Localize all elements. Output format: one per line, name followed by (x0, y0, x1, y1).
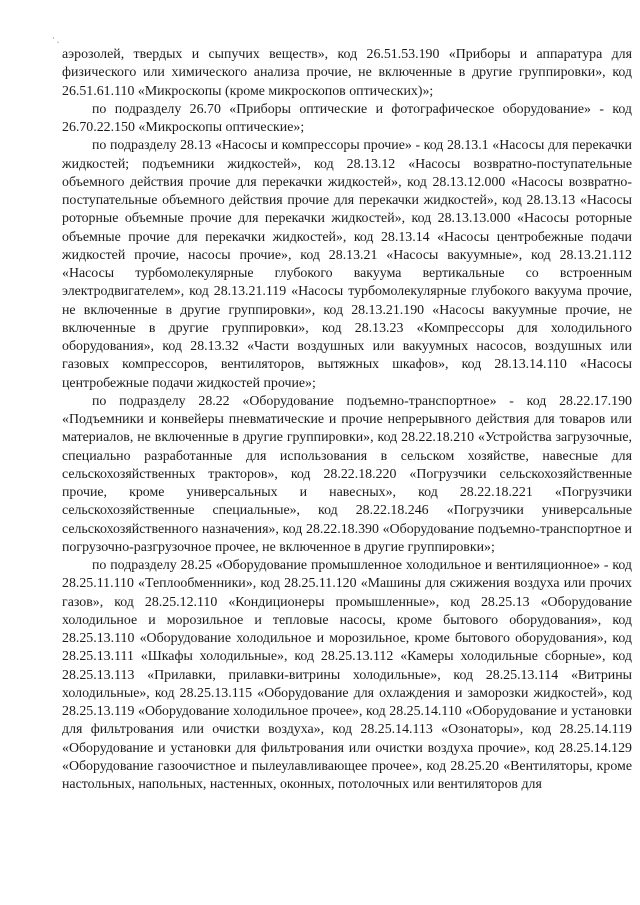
document-body (62, 46, 632, 794)
paragraph-continuation: аэрозолей, твердых и сыпучих веществ», код 26.51.53.190 «Приборы и аппаратура для физического или химического анализа прочие, не включенные в другие группировки», код 26.51.61.110 «Микроскопы (кроме микроскопов оптических)»; (62, 47, 632, 99)
corner-mark: · ˏ (52, 34, 60, 43)
paragraph-subsection-26-70: по подразделу 26.70 «Приборы оптические и фотографическое оборудование» - код 26.70.22.150 «Микроскопы оптические»; (62, 101, 632, 135)
paragraph-subsection-28-22: по подразделу 28.22 «Оборудование подъемно-транспортное» - код 28.22.17.190 «Подъемники и конвейеры пневматические и прочие непрерывного действия для товаров или материалов, не включенные в другие группировки», код 28.22.18.210 «Устройства загрузочные, специально разработанные для использования в сельском хозяйстве, навесные для сельскохозяйственных тракторов», код 28.22.18.220 «Погрузчики сельскохозяйственные прочие, кроме универсальных и навесных», код 28.22.18.221 «Погрузчики сельскохозяйственные специальные», код 28.22.18.246 «Погрузчики универсальные сельскохозяйственного назначения», код 28.22.18.390 «Оборудование подъемно-транспортное и погрузочно-разгрузочное прочее, не включенное в другие группировки»; (62, 393, 632, 555)
paragraph-subsection-28-13: по подразделу 28.13 «Насосы и компрессоры прочие» - код 28.13.1 «Насосы для перекачки жидкостей; подъемники жидкостей», код 28.13.12 «Насосы возвратно-поступательные объемного действия прочие для перекачки жидкостей», код 28.13.12.000 «Насосы возвратно-поступательные объемного действия прочие для перекачки жидкостей», код 28.13.13 «Насосы роторные объемные прочие для перекачки жидкостей», код 28.13.13.000 «Насосы роторные объемные прочие для перекачки жидкостей», код 28.13.14 «Насосы центробежные подачи жидкостей прочие, насосы прочие», код 28.13.21 «Насосы вакуумные», код 28.13.21.112 «Насосы турбомолекулярные глубокого вакуума вертикальные со встроенным электродвигателем», код 28.13.21.119 «Насосы турбомолекулярные глубокого вакуума прочие, не включенные в другие группировки», код 28.13.21.190 «Насосы вакуумные прочие, не включенные в другие группировки», код 28.13.23 «Компрессоры для холодильного оборудования», код 28.13.32 «Части воздушных или вакуумных насосов, воздушных или газовых компрессоров, вентиляторов, вытяжных шкафов», код 28.13.14.110 «Насосы центробежные подачи жидкостей прочие»; (62, 138, 632, 391)
paragraph-subsection-28-25: по подразделу 28.25 «Оборудование промышленное холодильное и вентиляционное» - код 28.25.11.110 «Теплообменники», код 28.25.11.120 «Машины для сжижения воздуха или прочих газов», код 28.25.12.110 «Кондиционеры промышленные», код 28.25.13 «Оборудование холодильное и морозильное и тепловые насосы, кроме бытового оборудования», код 28.25.13.110 «Оборудование холодильное и морозильное, кроме бытового оборудования», код 28.25.13.111 «Шкафы холодильные», код 28.25.13.112 «Камеры холодильные сборные», код 28.25.13.113 «Прилавки, прилавки-витрины холодильные», код 28.25.13.114 «Витрины холодильные», код 28.25.13.115 «Оборудование для охлаждения и заморозки жидкостей», код 28.25.13.119 «Оборудование холодильное прочее», код 28.25.14.110 «Оборудование и установки для фильтрования или очистки воздуха», код 28.25.14.113 «Озонаторы», код 28.25.14.119 «Оборудование и установки для фильтрования или очистки воздуха прочие», код 28.25.14.129 «Оборудование газоочистное и пылеулавливающее прочее», код 28.25.20 «Вентиляторы, кроме настольных, напольных, настенных, оконных, потолочных или вентиляторов для (62, 558, 632, 792)
